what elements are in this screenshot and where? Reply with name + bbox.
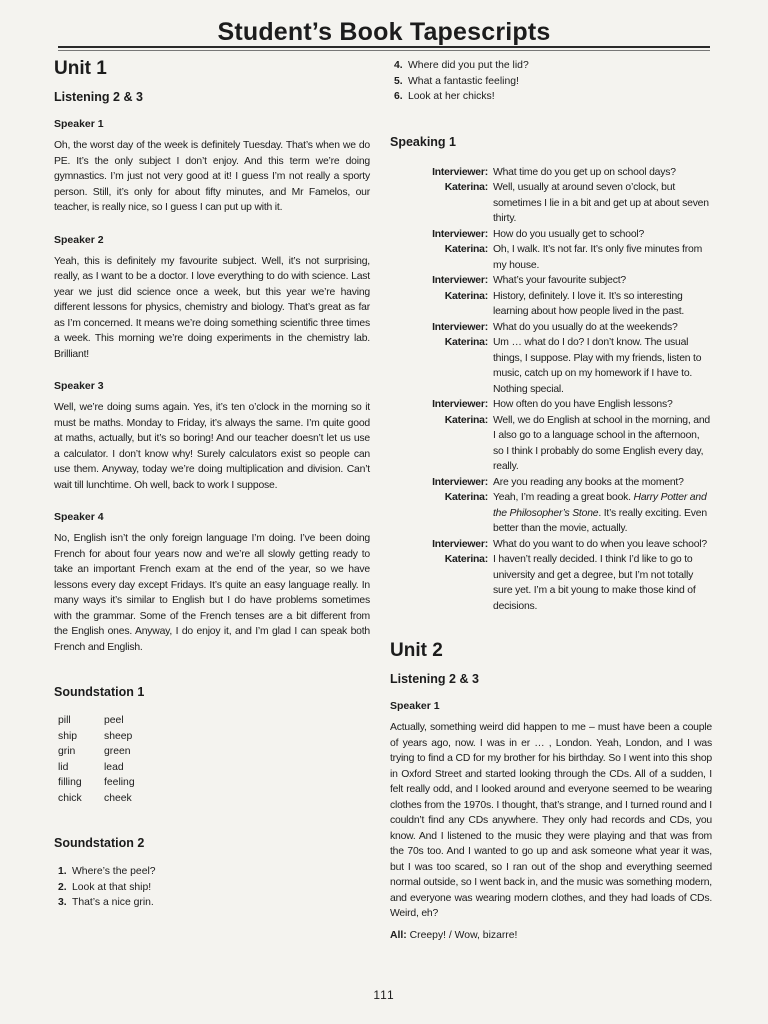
dialog-turn: Katerina: History, definitely. I love it. It’s so interesting learning about how people lived in the past. — [444, 290, 685, 317]
unit2-heading: Unit 2 — [390, 640, 443, 661]
dialog-turn: Interviewer: How often do you have English lessons? — [432, 399, 673, 410]
page-title: Student’s Book Tapescripts — [0, 18, 768, 47]
speaker-label: Speaker 4 — [54, 511, 104, 523]
unit1-listening-heading: Listening 2 & 3 — [54, 90, 143, 104]
sentence-list — [58, 864, 370, 911]
dialog-turn: Katerina: Oh, I walk. It’s not far. It’s only five minutes from my house. — [444, 244, 703, 271]
word-pair: filling feeling — [58, 777, 135, 788]
dialog-turn: Interviewer: How do you usually get to school? — [432, 228, 645, 240]
dialog-turn: Interviewer: What’s your favourite subject? — [432, 275, 626, 286]
list-item: 6. Look at her chicks! — [394, 91, 495, 102]
word-pair: lid lead — [58, 761, 124, 773]
speaker-label: Speaker 1 — [54, 118, 104, 130]
speaker-label: Speaker 2 — [54, 233, 104, 246]
dialog-turn: Interviewer: What time do you get up on school days? — [432, 166, 676, 178]
list-item: 2. Look at that ship! — [58, 881, 152, 893]
speaker-label: Speaker 1 — [390, 700, 440, 712]
interview-dialog — [390, 165, 712, 615]
title-rule-thin — [58, 50, 710, 51]
speaker-text: Oh, the worst day of the week is definitely Tuesday. That’s when we do PE. It’s the only subject I don’t enjoy. And this term we’re doing gymnastics. I’m just not very good at it! I guess I’m not really a sporty person. Still, it’s only for about fifty minutes, and Mr Famelos, our teacher, is really nice, so I guess I can put up with it. — [54, 140, 370, 213]
title-rule — [58, 46, 710, 48]
dialog-turn: Interviewer: Are you reading any books at the moment? — [432, 476, 684, 488]
dialog-turn: Interviewer: What do you want to do when you leave school? — [432, 538, 707, 550]
word-pair: ship sheep — [58, 730, 133, 742]
soundstation1-heading: Soundstation 1 — [54, 685, 145, 699]
unit1-heading: Unit 1 — [54, 58, 107, 79]
dialog-turn: Katerina: I haven’t really decided. I think I’d like to go to university and get a degree, but I’m not totally sure yet. I’m a bit young to make those kind of decisions. — [444, 554, 696, 612]
dialog-turn: Interviewer: What do you usually do at the weekends? — [432, 321, 678, 333]
soundstation2-heading: Soundstation 2 — [54, 836, 145, 850]
speaker-text: Yeah, this is definitely my favourite subject. Well, it’s not surprising, really, as I want to be a doctor. I love everything to do with science. Last year we just did science once a week, but this year we’re having different lessons for physics, chemistry and biology. That’s great as far as I’m concerned. It means we’re doing something scientific three times a week. This morning we’re doing experiments in the chemistry lab. Brilliant! — [54, 255, 370, 360]
speaker-label: Speaker 3 — [54, 380, 104, 392]
dialog-turn: Katerina: Um … what do I do? I don’t know. The usual things, I suppose. Play with my friends, listen to music, catch up on my homework if I have to. Nothing special. — [444, 337, 702, 395]
all-response: All: Creepy! / Wow, bizarre! — [390, 929, 518, 941]
dialog-turn: Katerina: Well, usually at around seven o’clock, but sometimes I lie in a bit and get up at about seven thirty. — [444, 182, 709, 224]
word-pairs — [58, 713, 370, 806]
word-pair: grin green — [58, 746, 131, 757]
sentence-list-continued — [394, 58, 712, 105]
list-item: 5. What a fantastic feeling! — [394, 75, 519, 87]
book-title: Harry Potter and the Philosopher’s Stone — [493, 492, 707, 519]
left-column — [54, 58, 370, 911]
speaker-text: Actually, something weird did happen to me – must have been a couple of years ago, now. I was in er … , London. Yeah, London, and I was trying to find a CD for my brother for his birthday. So I went into this shop in Oxford Street and started looking through the CDs. All of a sudden, I felt really odd, and I looked around and everyone seemed to be wearing clothes from the 1970s. I thought, that’s strange, and I turned round and I couldn’t find any CDs anywhere. They only had records and CDs, you know. And I listened to the music they were playing and that was from the 70s too. And I wanted to go up and ask someone what year it was, but I was too scared, so I ran out of the shop and everything seemed normal outside, so I went back in, and the music was something modern, and everyone was wearing modern clothes, and they had loads of CDs. Weird, eh? — [390, 722, 712, 919]
list-item: 4. Where did you put the lid? — [394, 60, 529, 71]
list-item: 1. Where’s the peel? — [58, 866, 156, 877]
speaker-text: Well, we’re doing sums again. Yes, it’s ten o’clock in the morning so it must be maths. Monday to Friday, it’s always the same. I’m quite good at maths, actually, but it’s so boring! And our teacher doesn’t let us use a calculator. I don’t know why! Surely calculators exist so people can use them. Anyway, today we’re doing multiplication and division. Can’t wait till lunchtime. Oh well, back to work I suppose. — [54, 402, 370, 491]
page-number: 111 — [373, 988, 395, 1002]
right-column — [390, 58, 712, 943]
unit2-listening-heading: Listening 2 & 3 — [390, 672, 479, 686]
dialog-turn: Katerina: Yeah, I’m reading a great book. Harry Potter and the Philosopher’s Stone. It’s really exciting. Even better than the movie, actually. — [444, 492, 707, 534]
word-pair: chick cheek — [58, 792, 132, 804]
speaker-text: No, English isn’t the only foreign language I’m doing. I’ve been doing French for about four years now and we’re all slowly getting ready to take an important French exam at the end of the year, so we have lessons every day except Fridays. It’s quite an easy language really. In many ways it’s similar to English but I do have problems sometimes with the grammar. Some of the French tenses are a bit different from the English ones. Anyway, I do enjoy it, and I’m glad I can speak both French and English. — [54, 533, 370, 653]
speaking1-heading: Speaking 1 — [390, 134, 456, 149]
list-item: 3. That’s a nice grin. — [58, 897, 154, 908]
dialog-turn: Katerina: Well, we do English at school in the morning, and I also go to a language school in the afternoon, so I think I probably do some English every day, really. — [444, 414, 710, 472]
word-pair: pill peel — [58, 715, 124, 726]
